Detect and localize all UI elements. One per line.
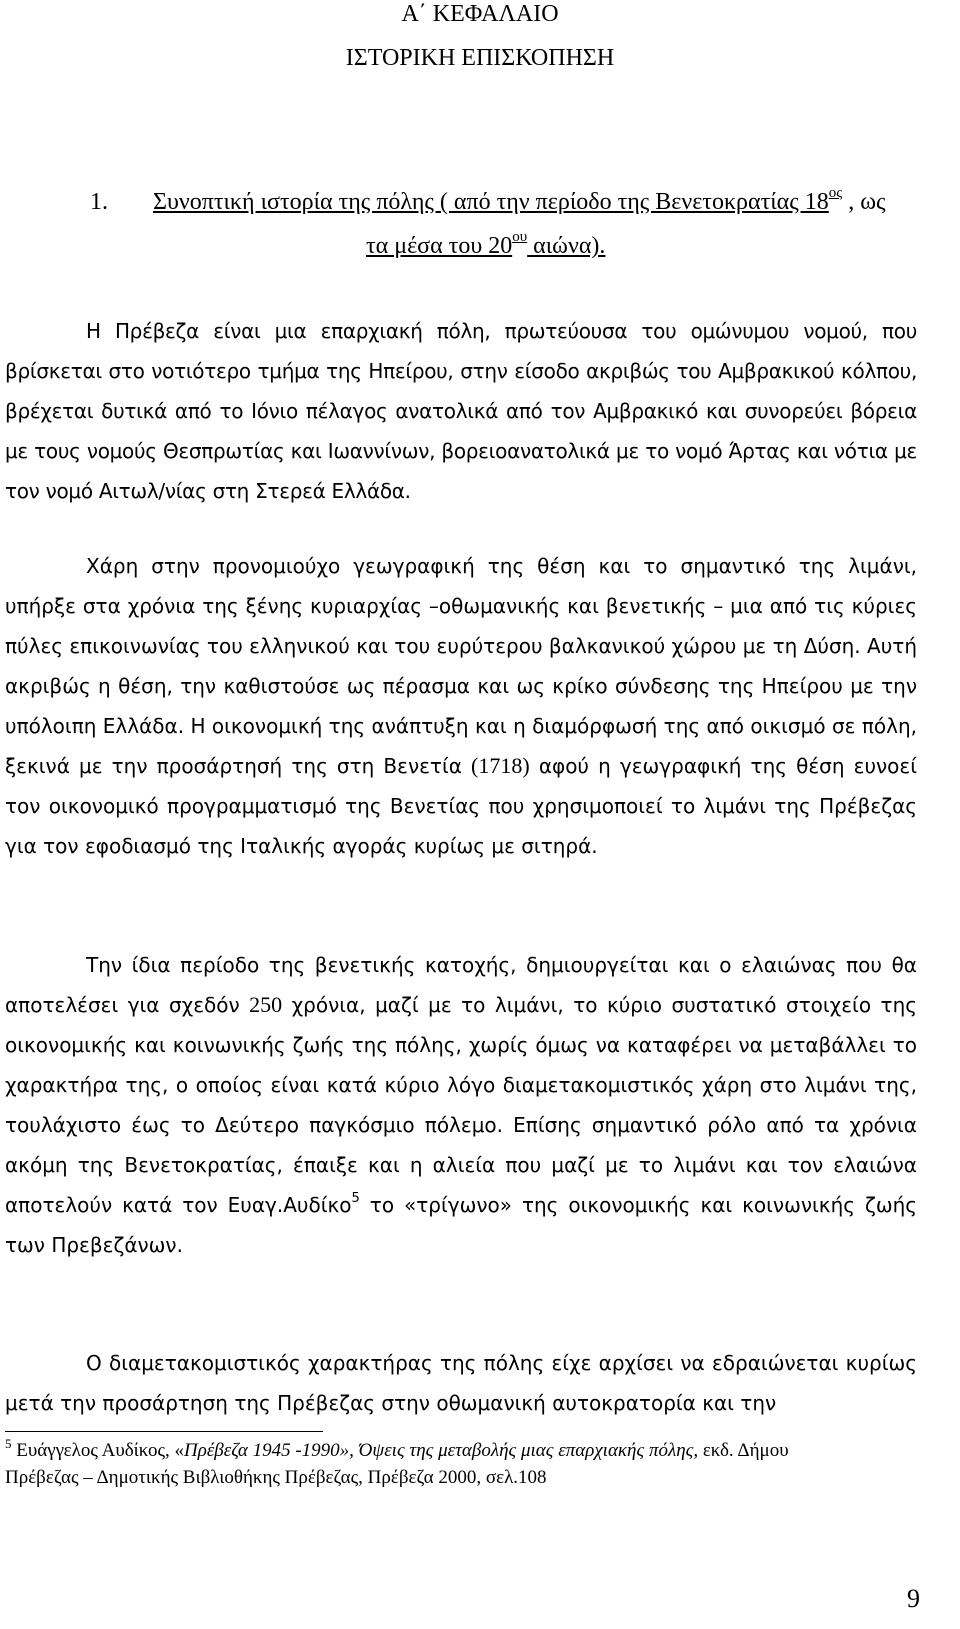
- chapter-title: Α΄ ΚΕΦΑΛΑΙΟ: [401, 1, 559, 27]
- paragraph-4: [5, 1343, 917, 1423]
- footnote-publisher: εκδ. Δήμου: [698, 1440, 789, 1461]
- section-heading-text: τα μέσα του 20: [366, 233, 513, 259]
- section-heading-line-2: [366, 229, 606, 260]
- paragraph-run: χρόνια, μαζί με το λιμάνι, το κύριο συστατικό στοιχείο της οικονομικής και κοινωνικής ζωής της πόλης, χωρίς όμως να καταφέρει να μεταβάλλει το χαρακτήρα της, ο οποίος είναι κατά κύριο λόγο διαμετακομιστικός χάρη στο λιμάνι της, τουλάχιστο έως το Δεύτερο παγκόσμιο πόλεμο. Επίσης σημαντικό ρόλο από τα χρόνια ακόμη της Βενετοκρατίας, έπαιξε και η αλιεία που μαζί με το λιμάνι και τον ελαιώνα αποτελούν κατά τον Ευαγ.Αυδίκο: [5, 993, 917, 1217]
- footnote-line-1: [5, 1436, 920, 1463]
- footnote-number: 5: [5, 1436, 12, 1451]
- footnote-separator: [5, 1431, 323, 1432]
- paragraph-text: [5, 945, 917, 1265]
- ordinal-suffix: ος: [828, 185, 843, 201]
- footnote-reference[interactable]: 5: [351, 1191, 360, 1206]
- footnote-author: Ευάγγελος Αυδίκος, «: [11, 1440, 184, 1461]
- ordinal-suffix: ου: [512, 229, 528, 245]
- paragraph-run: το «τρίγωνο» της οικονομικής και κοινωνικής ζωής των Πρεβεζάνων.: [5, 1193, 917, 1257]
- section-heading-text: , ως: [842, 189, 886, 215]
- number-text: 250: [249, 992, 283, 1017]
- paragraph-3: [5, 945, 917, 1265]
- paragraph-text: Η Πρέβεζα είναι μια επαρχιακή πόλη, πρωτεύουσα του ομώνυμου νομού, που βρίσκεται στο νοτιότερο τμήμα της Ηπείρου, στην είσοδο ακριβώς του Αμβρακικού κόλπου, βρέχεται δυτικά από το Ιόνιο πέλαγος ανατολικά από τον Αμβρακικό και συνορεύει βόρεια με τους νομούς Θεσπρωτίας και Ιωαννίνων, βορειοανατολικά με το νομό Άρτας και νότια με τον νομό Αιτωλ/νίας στη Στερεά Ελλάδα.: [5, 319, 917, 503]
- footnote-line-2: Πρέβεζας – Δημοτικής Βιβλιοθήκης Πρέβεζας, Πρέβεζα 2000, σελ.108: [5, 1467, 547, 1488]
- paragraph-run: Χάρη στην προνομιούχο γεωγραφική της θέση και το σημαντικό της λιμάνι, υπήρξε στα χρόνια της ξένης κυριαρχίας –οθωμανικής και βενετικής – μια από τις κύριες πύλες επικοινωνίας του ελληνικού και του ευρύτερου βαλκανικού χώρου με τη Δύση. Αυτή ακριβώς η θέση, την καθιστούσε ως πέρασμα και ως κρίκο σύνδεσης της Ηπείρου με την υπόλοιπη Ελλάδα. Η οικονομική της ανάπτυξη και η διαμόρφωσή της από οικισμό σε πόλη, ξεκινά με την προσάρτησή της στη Βενετία: [5, 554, 917, 778]
- chapter-subtitle: ΙΣΤΟΡΙΚΗ ΕΠΙΣΚΟΠΗΣΗ: [345, 45, 615, 71]
- section-number: 1.: [90, 189, 108, 215]
- paragraph-text: [5, 546, 917, 866]
- paragraph-2: [5, 546, 917, 866]
- paragraph-text: Ο διαμετακομιστικός χαρακτήρας της πόλης είχε αρχίσει να εδραιώνεται κυρίως μετά την προσάρτηση της Πρέβεζας στην οθωμανική αυτοκρατορία και την: [5, 1351, 917, 1415]
- section-heading-text: Συνοπτική ιστορία της πόλης ( από την περίοδο της Βενετοκρατίας 18: [153, 189, 829, 215]
- footnote-title: Πρέβεζα 1945 -1990»,: [183, 1440, 354, 1461]
- paragraph-1: [5, 311, 917, 511]
- footnote-subtitle: Όψεις της μεταβολής μιας επαρχιακής πόλης,: [353, 1440, 699, 1461]
- year-text: (1718): [471, 753, 530, 778]
- paragraph-run: αφού η γεωγραφική της θέση ευνοεί τον οικονομικό προγραμματισμό της Βενετίας που χρησιμοποιεί το λιμάνι της Πρέβεζας για τον εφοδιασμό της Ιταλικής αγοράς κυρίως με σιτηρά.: [5, 754, 918, 858]
- paragraph-run: Την ίδια περίοδο της βενετικής κατοχής, δημιουργείται και ο ελαιώνας που θα αποτελέσει για σχεδόν: [5, 953, 917, 1017]
- section-heading-line-1: [153, 185, 886, 216]
- section-heading-text: αιώνα).: [527, 233, 606, 259]
- page-number: 9: [907, 1584, 920, 1613]
